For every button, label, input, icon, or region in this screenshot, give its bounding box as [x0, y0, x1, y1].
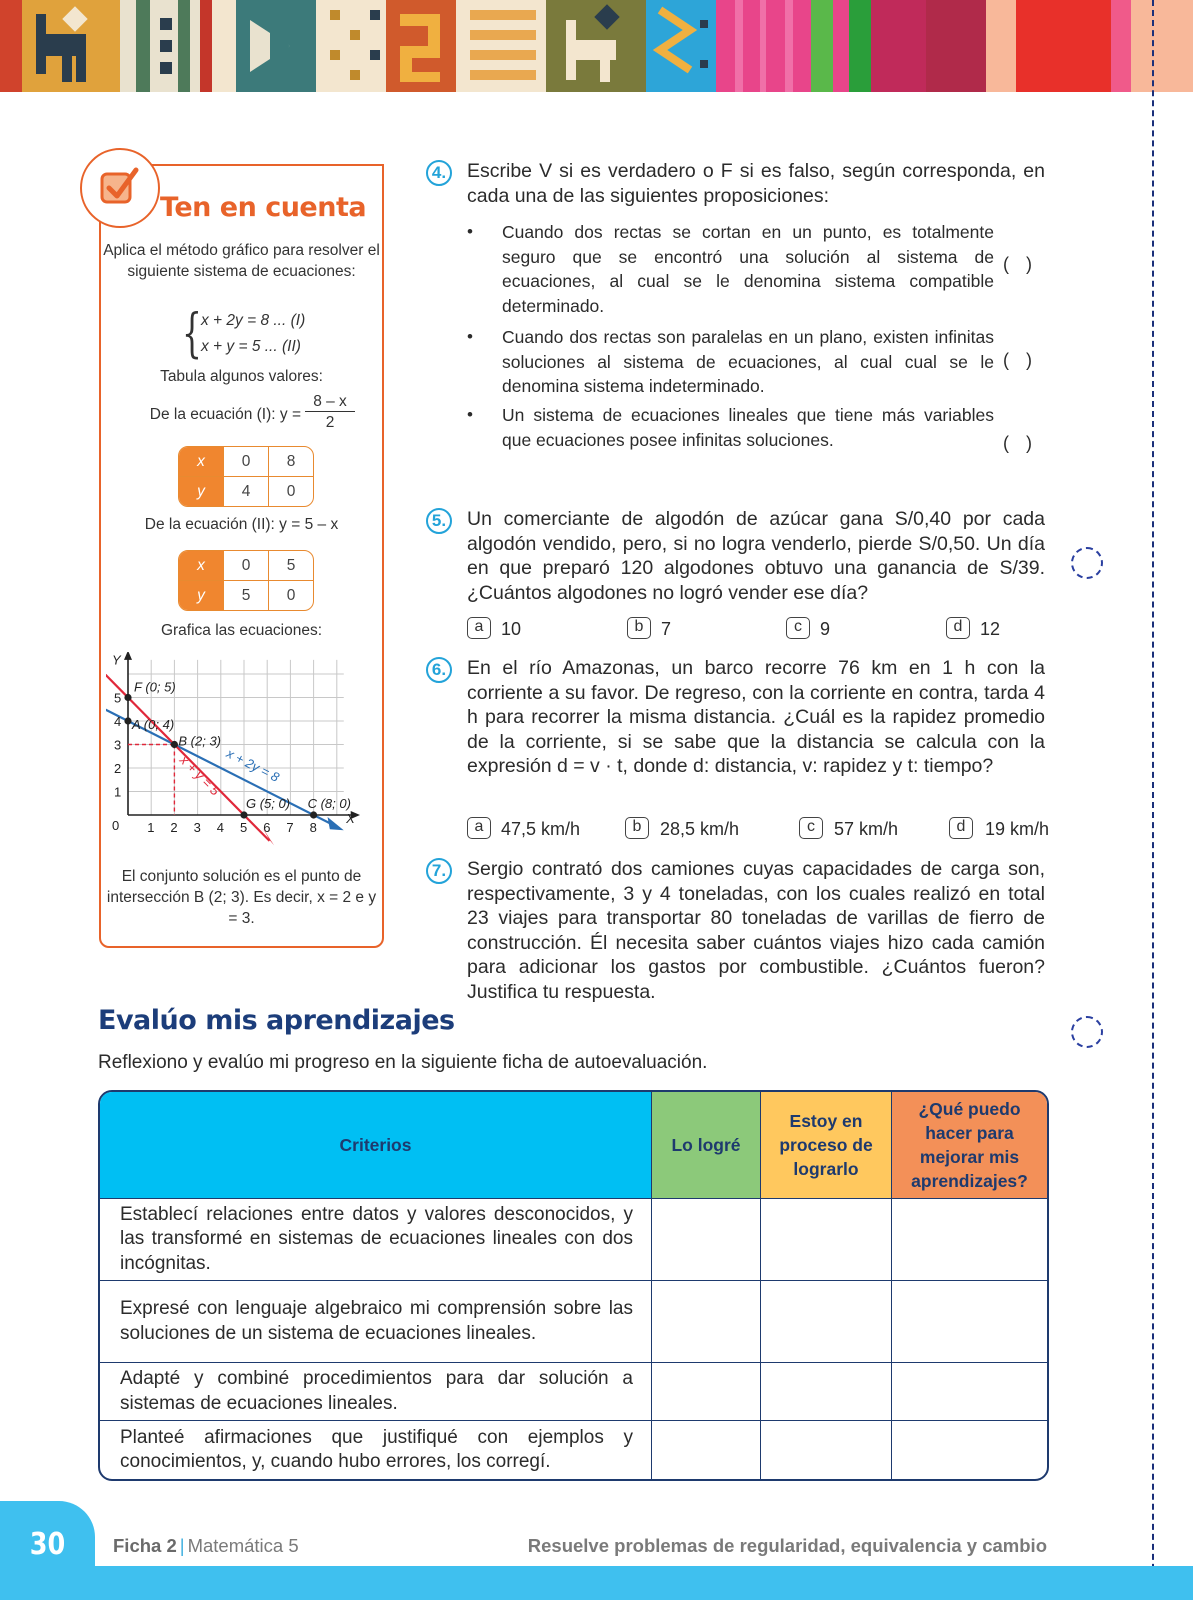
- q5-option-b-letter[interactable]: b: [627, 617, 651, 639]
- check-cell[interactable]: [652, 1363, 761, 1421]
- point-label-a: A (0; 4): [132, 717, 175, 732]
- graph-lines: [106, 674, 344, 846]
- check-cell[interactable]: [761, 1421, 892, 1479]
- footer-competency: Resuelve problemas de regularidad, equivalencia y cambio: [527, 1535, 1047, 1556]
- table-cell: 5: [224, 581, 269, 610]
- y-tick-label: 1: [114, 784, 122, 800]
- textile-banner: [0, 0, 1193, 92]
- x-tick-label: 4: [216, 820, 225, 835]
- tip-title: Ten en cuenta: [160, 192, 367, 223]
- q5-option-a-letter[interactable]: a: [467, 617, 491, 639]
- footer-bar: [0, 1566, 1193, 1600]
- question-5-number: 5.: [426, 508, 452, 534]
- q4-item-1: Cuando dos rectas se cortan en un punto, es totalmente seguro que se encontró una solución al sistema de ecuaciones, al cual se le denomina sistema compatible determinado.: [502, 222, 994, 316]
- graph-label: Grafica las ecuaciones:: [160, 622, 323, 639]
- table-cell: 0: [224, 447, 269, 477]
- evaluation-intro: Reflexiono y evalúo mi progreso en la siguiente ficha de autoevaluación.: [98, 1052, 708, 1073]
- criterion-2: Expresé con lenguaje algebraico mi comprensión sobre las soluciones de un sistema de ecuaciones lineales.: [100, 1281, 652, 1363]
- point-label-b: B (2; 3): [178, 733, 222, 749]
- evaluation-title: Evalúo mis aprendizajes: [98, 1005, 455, 1036]
- question-5-text: Un comerciante de algodón de azúcar gana S/0,40 por cada algodón vendido, pero, si no logra venderlo, pierde S/0,50. Un día en que preparó 120 algodones obtuvo una ganancia de S/39. ¿Cuántos algodones no logró vender ese día?: [467, 508, 1045, 604]
- point-label-f: F (0; 5): [134, 679, 176, 695]
- answer-marker-icon: [1071, 547, 1103, 579]
- x-tick-label: 7: [286, 820, 294, 835]
- q6-option-c-text: 57 km/h: [834, 819, 899, 839]
- bullet-icon: •: [467, 405, 473, 424]
- q4-answer-2[interactable]: ( ): [1003, 350, 1038, 370]
- table-cell: 0: [224, 551, 269, 581]
- fraction-numerator: 8 – x: [305, 392, 355, 412]
- x-tick-label: 6: [263, 820, 271, 835]
- criterion-3: Adapté y combiné procedimientos para dar solución a sistemas de ecuaciones lineales.: [100, 1363, 652, 1421]
- x-tick-label: 2: [170, 820, 178, 835]
- line2-label: x + y = 5: [176, 752, 223, 799]
- improve-cell[interactable]: [892, 1363, 1047, 1421]
- values-table-2: [178, 550, 314, 611]
- check-cell[interactable]: [652, 1281, 761, 1363]
- subject-label: Matemática 5: [187, 1535, 299, 1556]
- q5-option-c-letter[interactable]: c: [786, 617, 810, 639]
- q6-option-b-letter[interactable]: b: [625, 817, 649, 839]
- line1-arrow-icon: [328, 817, 344, 830]
- criterion-4: Planteé afirmaciones que justifiqué con ejemplos y conocimientos, y, cuando hubo errores, los corregí.: [100, 1421, 652, 1479]
- q4-answer-3[interactable]: ( ): [1003, 433, 1038, 453]
- values-table-1: [178, 446, 314, 507]
- from-eq1-label: De la ecuación (I): y =: [149, 406, 301, 423]
- check-cell[interactable]: [652, 1421, 761, 1479]
- q4-item-2: Cuando dos rectas son paralelas en un plano, existen infinitas soluciones al sistema de ecuaciones, al cual cual se le denomina sistema indeterminado.: [502, 327, 994, 396]
- equation-1: x + 2y = 8 ... (I): [201, 312, 306, 329]
- table-cell: 4: [224, 477, 269, 506]
- q5-option-b-text: 7: [661, 619, 672, 639]
- q6-option-a-letter[interactable]: a: [467, 817, 491, 839]
- point-marker: [124, 717, 131, 724]
- y-tick-label: 5: [114, 690, 122, 706]
- table-cell: 0: [286, 586, 296, 604]
- cut-line: [1152, 0, 1154, 1600]
- ficha-label: Ficha 2: [113, 1535, 177, 1556]
- q5-option-d-text: 12: [980, 619, 1001, 639]
- bullet-icon: •: [467, 222, 473, 241]
- point-marker: [124, 694, 131, 701]
- line1-label: x + 2y = 8: [224, 745, 282, 785]
- table-row-x-label: x: [179, 447, 224, 477]
- table-row-y-label: y: [179, 477, 224, 506]
- improve-cell[interactable]: [892, 1421, 1047, 1479]
- point-marker: [171, 741, 178, 748]
- q6-option-a-text: 47,5 km/h: [501, 819, 581, 839]
- check-cell[interactable]: [761, 1199, 892, 1281]
- checkbox-icon: [80, 148, 160, 228]
- conclusion: El conjunto solución es el punto de intersección B (2; 3). Es decir, x = 2 e y = 3.: [106, 868, 377, 927]
- improve-cell[interactable]: [892, 1199, 1047, 1281]
- footer-ficha: Ficha 2 | Matemática 5: [113, 1535, 299, 1556]
- x-tick-label: 3: [193, 820, 201, 835]
- header-mejorar: ¿Qué puedo hacer para mejorar mis aprendizajes?: [892, 1092, 1047, 1199]
- origin-label: 0: [112, 818, 120, 833]
- x-tick-label: 1: [147, 820, 155, 835]
- self-evaluation-table: [98, 1090, 1049, 1481]
- question-4-number: 4.: [426, 160, 452, 186]
- tip-intro: Aplica el método gráfico para resolver el siguiente sistema de ecuaciones:: [103, 242, 380, 280]
- equation-2: x + y = 5 ... (II): [201, 338, 301, 355]
- graph-labels: [112, 652, 356, 835]
- tabulate-label: Tabula algunos valores:: [160, 368, 323, 385]
- y-axis-label: Y: [112, 652, 121, 668]
- x-axis-label: X: [346, 811, 355, 826]
- page-number: 30: [29, 1527, 66, 1562]
- q6-option-c-letter[interactable]: c: [799, 817, 823, 839]
- from-eq2-label: De la ecuación (II): y = 5 – x: [144, 516, 339, 533]
- table-row-x-label: x: [179, 551, 224, 581]
- fraction-denominator: 2: [325, 414, 335, 431]
- q4-answer-1[interactable]: ( ): [1003, 254, 1038, 274]
- x-tick-label: 5: [240, 820, 248, 835]
- check-cell[interactable]: [761, 1363, 892, 1421]
- y-tick-label: 2: [114, 761, 122, 776]
- q5-option-a-text: 10: [501, 619, 522, 639]
- x-tick-label: 8: [309, 820, 317, 835]
- graph-axes: [124, 652, 360, 819]
- q5-option-d-letter[interactable]: d: [946, 617, 970, 639]
- answer-marker-icon: [1071, 1016, 1103, 1048]
- table-cell: 5: [269, 551, 313, 581]
- system-brace: {: [182, 304, 202, 364]
- question-6-number: 6.: [426, 657, 452, 683]
- y-tick-label: 4: [114, 714, 122, 729]
- point-label-g: G (5; 0): [246, 796, 291, 811]
- improve-cell[interactable]: [892, 1281, 1047, 1363]
- table-cell: 0: [286, 482, 296, 500]
- check-cell[interactable]: [652, 1199, 761, 1281]
- point-marker: [240, 811, 247, 818]
- q4-item-3: Un sistema de ecuaciones lineales que tiene más variables que ecuaciones posee infinitas soluciones.: [502, 405, 994, 450]
- y-axis-arrow-icon: [124, 652, 132, 660]
- question-6-text: En el río Amazonas, un barco recorre 76 km en 1 h con la corriente a su favor. De regreso, con la corriente en contra, tarda 4 h para recorrer la misma distancia. ¿Cuál es la rapidez promedio de la corriente, si se sabe que la distancia se calcula con la expresión d = v · t, donde d: distancia, v: rapidez y t: tiempo?: [467, 657, 1045, 777]
- table-row-y-label: y: [179, 581, 224, 610]
- header-lo-logre: Lo logré: [652, 1092, 761, 1199]
- header-criterios: Criterios: [100, 1092, 652, 1199]
- bullet-icon: •: [467, 327, 473, 346]
- question-7-number: 7.: [426, 858, 452, 884]
- check-cell[interactable]: [761, 1281, 892, 1363]
- q6-option-d-text: 19 km/h: [985, 819, 1050, 839]
- point-label-c: C (8; 0): [307, 796, 351, 811]
- criterion-1: Establecí relaciones entre datos y valores desconocidos, y las transformé en sistemas de ecuaciones lineales con dos incógnitas.: [100, 1199, 652, 1281]
- question-4-text: Escribe V si es verdadero o F si es falso, según corresponda, en cada una de las siguientes proposiciones:: [467, 160, 1045, 207]
- question-7-text: Sergio contrató dos camiones cuyas capacidades de carga son, respectivamente, 3 y 4 toneladas, con los cuales realizó en total 23 viajes para transportar 80 toneladas de varillas de fierro de construcción. Él necesita saber cuántos viajes hizo cada camión para adicionar los gastos por combustible. ¿Cuántos fueron? Justifica tu respuesta.: [467, 858, 1045, 1003]
- table-cell: 8: [269, 447, 313, 477]
- q5-option-c-text: 9: [820, 619, 831, 639]
- y-tick-label: 3: [114, 737, 122, 753]
- system-graph: [106, 652, 374, 852]
- header-en-proceso: Estoy en proceso de lograrlo: [761, 1092, 892, 1199]
- q6-option-d-letter[interactable]: d: [949, 817, 973, 839]
- q6-option-b-text: 28,5 km/h: [660, 819, 740, 839]
- point-marker: [310, 811, 317, 818]
